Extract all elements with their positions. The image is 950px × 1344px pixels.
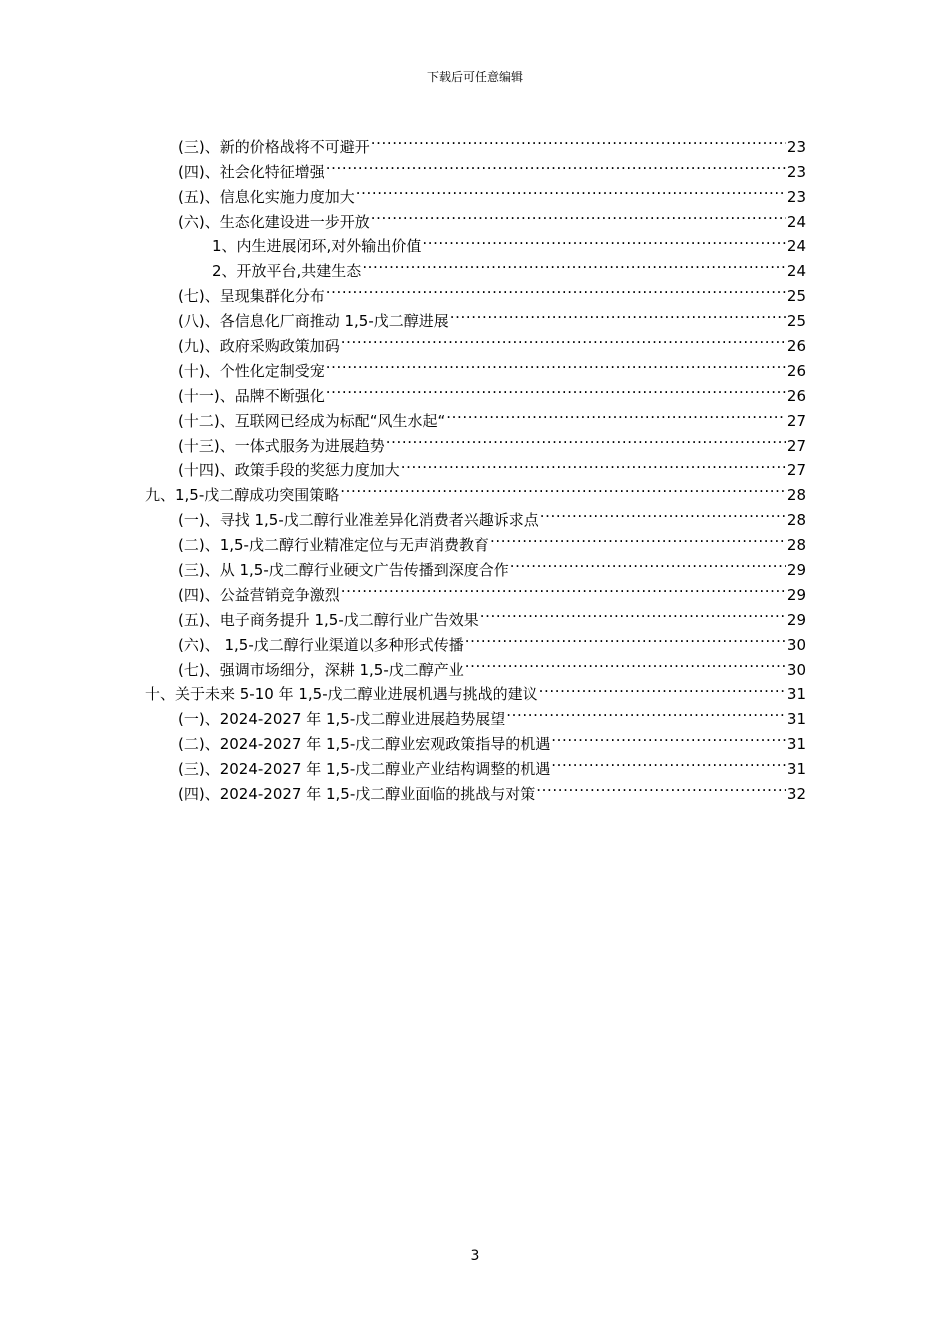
toc-entry-title: (六)、生态化建设进一步开放 [178, 212, 370, 231]
toc-entry-title: (十三)、一体式服务为进展趋势 [178, 436, 385, 455]
toc-entry[interactable] [178, 351, 806, 380]
toc-entry-title: 十、关于未来 5-10 年 1,5-戊二醇业进展机遇与挑战的建议 [145, 685, 538, 704]
toc-entry[interactable] [178, 376, 806, 405]
dot-leader [422, 227, 786, 252]
dot-leader [465, 650, 786, 675]
toc-entry-page: 31 [786, 685, 806, 704]
dot-leader [341, 575, 786, 600]
dot-leader [506, 699, 786, 724]
toc-entry[interactable] [178, 177, 806, 206]
toc-entry-page: 28 [786, 486, 806, 505]
toc-entry[interactable] [145, 475, 806, 505]
toc-entry-page: 26 [786, 337, 806, 356]
toc-entry-title: (四)、2024-2027 年 1,5-戊二醇业面临的挑战与对策 [178, 785, 536, 804]
toc-entry-page: 30 [786, 635, 806, 654]
toc-entry-page: 25 [786, 287, 806, 306]
toc-entry-page: 24 [786, 237, 806, 256]
toc-entry-title: (六)、 1,5-戊二醇行业渠道以多种形式传播 [178, 635, 464, 654]
dot-leader [340, 475, 786, 500]
dot-leader [490, 525, 786, 550]
toc-entry-page: 23 [786, 162, 806, 181]
toc-entry-page: 31 [786, 735, 806, 754]
page-header: 下载后可任意编辑 [426, 70, 523, 84]
dot-leader [326, 376, 786, 401]
toc-entry[interactable] [178, 525, 806, 555]
toc-entry-title: (一)、2024-2027 年 1,5-戊二醇业进展趋势展望 [178, 710, 506, 729]
toc-entry-page: 23 [786, 187, 806, 206]
toc-entry-title: (四)、公益营销竞争激烈 [178, 585, 340, 604]
toc-entry[interactable] [178, 625, 806, 654]
toc-entry-page: 28 [786, 511, 806, 530]
table-of-contents [0, 127, 950, 804]
toc-entry-page: 24 [786, 262, 806, 281]
toc-entry-title: (十四)、政策手段的奖惩力度加大 [178, 461, 400, 480]
dot-leader [551, 724, 786, 749]
toc-entry-title: (七)、呈现集群化分布 [178, 287, 325, 306]
toc-entry-title: 1、内生进展闭环,对外输出价值 [212, 237, 422, 256]
toc-entry[interactable] [178, 276, 806, 306]
toc-entry[interactable] [145, 675, 806, 704]
dot-leader [401, 451, 786, 476]
dot-leader [539, 675, 786, 700]
toc-entry[interactable] [178, 575, 806, 604]
toc-entry-title: (七)、强调市场细分，深耕 1,5-戊二醇产业 [178, 660, 464, 679]
toc-entry[interactable] [212, 227, 806, 256]
toc-entry-page: 26 [786, 386, 806, 405]
toc-entry-title: (二)、2024-2027 年 1,5-戊二醇业宏观政策指导的机遇 [178, 735, 551, 754]
dot-leader [341, 326, 786, 351]
toc-entry-page: 27 [786, 461, 806, 480]
toc-entry-page: 29 [786, 585, 806, 604]
toc-entry-title: (四)、社会化特征增强 [178, 162, 325, 181]
toc-entry-page: 32 [786, 785, 806, 804]
toc-entry-page: 31 [786, 760, 806, 779]
toc-entry-title: (十)、个性化定制受宠 [178, 361, 325, 380]
dot-leader [326, 276, 786, 301]
dot-leader [356, 177, 786, 202]
toc-entry-title: (三)、从 1,5-戊二醇行业硬文广告传播到深度合作 [178, 561, 509, 580]
toc-entry[interactable] [178, 699, 806, 729]
dot-leader [450, 301, 786, 326]
dot-leader [326, 351, 786, 376]
dot-leader [480, 600, 786, 625]
toc-entry-title: (八)、各信息化厂商推动 1,5-戊二醇进展 [178, 312, 449, 331]
toc-entry-page: 23 [786, 137, 806, 156]
toc-entry[interactable] [212, 251, 806, 281]
toc-entry-page: 25 [786, 312, 806, 331]
toc-entry-page: 26 [786, 361, 806, 380]
toc-entry-title: (三)、新的价格战将不可避开 [178, 137, 370, 156]
toc-entry[interactable] [178, 326, 806, 356]
toc-entry-title: 九、1,5-戊二醇成功突围策略 [145, 486, 340, 505]
dot-leader [465, 625, 786, 650]
dot-leader [540, 500, 786, 525]
toc-entry-title: (一)、寻找 1,5-戊二醇行业准差异化消费者兴趣诉求点 [178, 511, 539, 530]
toc-entry[interactable] [178, 500, 806, 530]
toc-entry-page: 30 [786, 660, 806, 679]
toc-entry[interactable] [178, 401, 806, 430]
toc-entry-title: (二)、1,5-戊二醇行业精准定位与无声消费教育 [178, 536, 489, 555]
toc-entry[interactable] [178, 600, 806, 629]
toc-entry-page: 28 [786, 536, 806, 555]
page-number: 3 [470, 1248, 480, 1264]
dot-leader [326, 152, 786, 177]
dot-leader [362, 251, 786, 276]
toc-entry-page: 27 [786, 436, 806, 455]
toc-entry-title: (五)、信息化实施力度加大 [178, 187, 355, 206]
toc-entry[interactable] [178, 774, 806, 804]
dot-leader [386, 426, 786, 451]
toc-entry-title: (十二)、互联网已经成为标配“风生水起“ [178, 411, 446, 430]
toc-entry[interactable] [178, 749, 806, 779]
toc-entry-page: 29 [786, 561, 806, 580]
dot-leader [371, 127, 786, 152]
toc-entry[interactable] [178, 426, 806, 455]
toc-entry-page: 24 [786, 212, 806, 231]
toc-entry[interactable] [178, 152, 806, 181]
toc-entry-page: 27 [786, 411, 806, 430]
dot-leader [510, 550, 786, 575]
toc-entry-title: (三)、2024-2027 年 1,5-戊二醇业产业结构调整的机遇 [178, 760, 551, 779]
toc-entry[interactable] [178, 127, 806, 156]
toc-entry[interactable] [178, 650, 806, 679]
toc-entry[interactable] [178, 550, 806, 580]
toc-entry[interactable] [178, 202, 806, 231]
toc-entry[interactable] [178, 451, 806, 480]
toc-entry-title: (十一)、品牌不断强化 [178, 386, 325, 405]
toc-entry-title: (九)、政府采购政策加码 [178, 337, 340, 356]
toc-entry[interactable] [178, 301, 806, 331]
dot-leader [536, 774, 786, 799]
dot-leader [371, 202, 786, 227]
dot-leader [551, 749, 786, 774]
toc-entry[interactable] [178, 724, 806, 754]
toc-entry-title: 2、开放平台,共建生态 [212, 262, 362, 281]
toc-entry-title: (五)、电子商务提升 1,5-戊二醇行业广告效果 [178, 610, 479, 629]
dot-leader [446, 401, 786, 426]
toc-entry-page: 29 [786, 610, 806, 629]
toc-entry-page: 31 [786, 710, 806, 729]
